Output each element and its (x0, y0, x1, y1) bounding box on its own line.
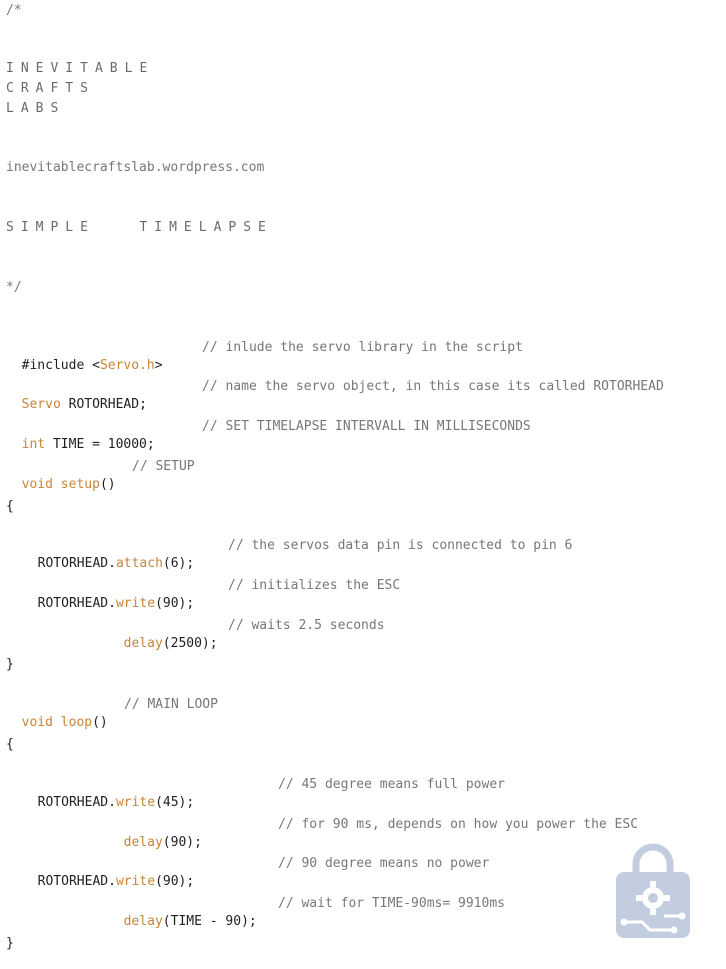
include-comment: // inlude the servo library in the script (202, 340, 523, 355)
loop-kw: void (21, 715, 53, 730)
close-brace-loop: } (6, 936, 14, 951)
code-line-delay-time (108, 895, 257, 929)
write-45-args: (45); (155, 795, 195, 810)
code-line-servo (6, 378, 147, 412)
code-line-loop (6, 696, 108, 730)
time-rest: TIME = 10000; (45, 437, 155, 452)
write-90-args: (90); (155, 874, 195, 889)
brand-line-3: LABS (6, 101, 66, 116)
delay-time-args: (TIME - 90); (162, 914, 257, 929)
time-type: int (21, 437, 46, 452)
open-brace-loop: { (6, 737, 14, 752)
delay-time-fn: delay (123, 914, 163, 929)
code-line-delay-90 (108, 816, 202, 850)
code-line-write-90 (22, 855, 195, 889)
code-line-setup (6, 458, 116, 492)
blog-url: inevitablecraftslab.wordpress.com (6, 160, 265, 175)
write-init-args: (90); (155, 596, 195, 611)
comment-close: */ (6, 280, 22, 295)
gear-lock-circuit-icon (612, 842, 694, 940)
include-lib: Servo.h (99, 358, 155, 373)
code-line-delay-init (108, 617, 218, 651)
write-45-comment: // 45 degree means full power (278, 777, 505, 792)
attach-obj: ROTORHEAD. (37, 556, 116, 571)
setup-comment: // SETUP (132, 459, 195, 474)
write-init-comment: // initializes the ESC (228, 578, 401, 593)
brand-line-1: INEVITABLE (6, 61, 155, 76)
delay-90-comment: // for 90 ms, depends on how you power the ESC (278, 817, 639, 832)
code-line-time (6, 418, 155, 452)
attach-fn: attach (115, 556, 163, 571)
delay-90-fn: delay (123, 835, 163, 850)
project-title: SIMPLE TIMELAPSE (6, 220, 273, 235)
comment-open: /* (6, 3, 22, 18)
loop-comment: // MAIN LOOP (124, 697, 218, 712)
write-init-fn: write (115, 596, 156, 611)
servo-comment: // name the servo object, in this case its called ROTORHEAD (202, 379, 664, 394)
brand-line-2: CRAFTS (6, 81, 95, 96)
delay-init-comment: // waits 2.5 seconds (228, 618, 385, 633)
servo-type: Servo (21, 397, 61, 412)
code-line-attach (22, 537, 195, 571)
delay-time-comment: // wait for TIME-90ms= 9910ms (278, 896, 505, 911)
delay-90-args: (90); (162, 835, 202, 850)
close-brace-setup: } (6, 657, 14, 672)
time-comment: // SET TIMELAPSE INTERVALL IN MILLISECONDS (202, 419, 531, 434)
delay-init-fn: delay (123, 636, 163, 651)
delay-init-args: (2500); (162, 636, 218, 651)
servo-name: ROTORHEAD; (60, 397, 147, 412)
loop-fn: loop (60, 715, 93, 730)
write-90-comment: // 90 degree means no power (278, 856, 490, 871)
loop-rest: () (92, 715, 108, 730)
code-line-write-init (22, 577, 195, 611)
attach-args: (6); (162, 556, 195, 571)
code-line-write-45 (22, 776, 195, 810)
write-init-obj: ROTORHEAD. (37, 596, 116, 611)
attach-comment: // the servos data pin is connected to pin 6 (228, 538, 573, 553)
open-brace-setup: { (6, 499, 14, 514)
include-directive: #include < (21, 358, 100, 373)
write-90-obj: ROTORHEAD. (37, 874, 116, 889)
write-90-fn: write (115, 874, 156, 889)
write-45-fn: write (115, 795, 156, 810)
setup-fn: setup (60, 477, 100, 492)
write-45-obj: ROTORHEAD. (37, 795, 116, 810)
include-close: > (154, 358, 163, 373)
code-line-include (6, 339, 163, 373)
setup-rest: () (99, 477, 116, 492)
setup-kw: void (21, 477, 53, 492)
